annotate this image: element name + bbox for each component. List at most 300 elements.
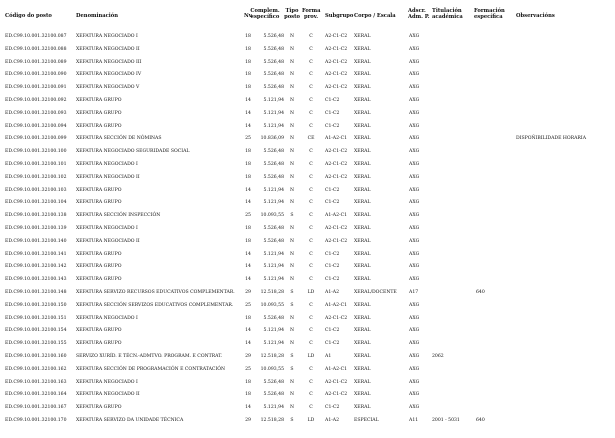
cell-corpo: XERAL [354,379,371,385]
cell-forma: C [309,174,313,180]
cell-corpo: XERAL [354,136,371,142]
cell-adscr: AXG [409,213,420,219]
cell-forma: C [309,72,313,78]
cell-tipo: N [289,251,295,257]
cell-adscr: AXG [409,187,420,193]
cell-denominacion: XEFATURA GRUPO [76,97,122,103]
cell-complemento: 5.121,94 [263,251,284,257]
cell-complemento: 5.526,48 [263,161,284,167]
table-row [0,402,615,415]
cell-subgrupo: C1-C2 [325,123,340,129]
cell-codigo: ED.C99.10.001.32100.139 [5,225,67,231]
table-row [0,249,615,262]
cell-complemento: 5.526,48 [263,46,284,52]
cell-forma: C [309,59,313,65]
cell-nivel: 14 [245,251,251,257]
cell-nivel: 14 [245,341,251,347]
cell-codigo: ED.C99.10.001.32100.093 [5,110,67,116]
cell-tipo: N [289,85,295,91]
cell-nivel: 18 [245,46,251,52]
cell-denominacion: XEFATURA NEGOCIADO III [76,59,142,65]
cell-tipo: S [290,289,294,295]
cell-denominacion: XEFATURA GRUPO [76,405,122,411]
table-header [0,0,615,34]
cell-titulacion: 2001 - 5031 [432,417,460,423]
cell-adscr: AXG [409,392,420,398]
cell-tipo: N [289,72,295,78]
table-row [0,133,615,146]
cell-denominacion: XEFATURA NEGOCIADO I [76,315,138,321]
cell-subgrupo: A1-A2 [325,417,340,423]
cell-forma: C [309,302,313,308]
cell-adscr: AXG [409,353,420,359]
cell-subgrupo: A2-C1-C2 [325,174,348,180]
cell-nivel: 14 [245,405,251,411]
cell-subgrupo: A1-A2-C1 [325,213,348,219]
cell-denominacion: XEFATURA NEGOCIADO II [76,238,140,244]
cell-nivel: 18 [245,161,251,167]
cell-forma: C [309,110,313,116]
header-formacion: Formación específica [474,8,505,20]
cell-tipo: N [289,34,295,39]
cell-subgrupo: C1-C2 [325,405,340,411]
cell-corpo: XERAL [354,341,371,347]
cell-tipo: N [289,315,295,321]
cell-tipo: N [289,149,295,155]
cell-corpo: XERAL/DOCENTE [354,289,397,295]
cell-subgrupo: C1-C2 [325,328,340,334]
cell-adscr: AXG [409,72,420,78]
table-row [0,287,615,300]
cell-denominacion: XEFATURA NEGOCIADO II [76,392,140,398]
table-row [0,389,615,402]
cell-adscr: AXG [409,328,420,334]
cell-forma: C [309,264,313,270]
table-row [0,338,615,351]
cell-corpo: XERAL [354,200,371,206]
header-nivel: Nv. [244,13,254,19]
cell-subgrupo: C1-C2 [325,341,340,347]
cell-complemento: 12.518,28 [260,417,284,423]
cell-adscr: AXG [409,379,420,385]
table-row [0,210,615,223]
cell-complemento: 5.526,48 [263,315,284,321]
cell-adscr: AXG [409,149,420,155]
cell-adscr: AXG [409,110,420,116]
cell-complemento: 5.526,48 [263,85,284,91]
table-row [0,364,615,377]
cell-adscr: AXG [409,341,420,347]
cell-denominacion: XEFATURA GRUPO [76,110,122,116]
cell-forma: C [309,123,313,129]
cell-corpo: XERAL [354,123,371,129]
cell-forma: C [309,225,313,231]
cell-nivel: 14 [245,200,251,206]
table-row [0,261,615,274]
cell-subgrupo: A2-C1-C2 [325,315,348,321]
cell-tipo: N [289,161,295,167]
cell-tipo: N [289,225,295,231]
cell-complemento: 5.121,94 [263,328,284,334]
cell-tipo: N [289,328,295,334]
cell-forma: C [309,379,313,385]
cell-nivel: 14 [245,187,251,193]
cell-complemento: 10.093,55 [260,213,284,219]
table-row [0,377,615,390]
cell-denominacion: XEFATURA NEGOCIADO IV [76,72,142,78]
cell-codigo: ED.C99.10.001.32100.142 [5,264,67,270]
cell-forma: C [309,34,313,39]
cell-forma: LD [307,289,315,295]
cell-forma: C [309,238,313,244]
table-row [0,82,615,95]
cell-titulacion: 2062 [432,353,444,359]
cell-codigo: ED.C99.10.001.32100.089 [5,59,67,65]
cell-complemento: 5.526,48 [263,174,284,180]
header-corpo: Corpo / Escala [354,13,396,19]
cell-tipo: N [289,174,295,180]
cell-complemento: 10.836,09 [260,136,284,142]
cell-denominacion: XEFATURA GRUPO [76,200,122,206]
cell-subgrupo: A2-C1-C2 [325,392,348,398]
cell-observaciones: DISPOÑIBILIDADE HORARIA [516,136,587,142]
cell-corpo: XERAL [354,277,371,283]
cell-forma: C [309,341,313,347]
cell-complemento: 5.526,48 [263,225,284,231]
header-observaciones: Observacións [516,13,555,19]
cell-forma: C [309,315,313,321]
cell-codigo: ED.C99.10.001.32100.090 [5,72,67,78]
cell-subgrupo: A2-C1-C2 [325,85,348,91]
cell-denominacion: XEFATURA SECCIÓN SERVIZOS EDUCATIVOS COMPLEMENTAR. [76,302,234,308]
cell-subgrupo: C1-C2 [325,251,340,257]
cell-codigo: ED.C99.10.001.32100.102 [5,174,67,180]
cell-adscr: AXG [409,123,420,129]
cell-adscr: AXG [409,85,420,91]
cell-forma: C [309,213,313,219]
cell-denominacion: SERVIZO XURÍD. E TÉCN.-ADMTVO. PROGRAM. E CONTRAT. [76,353,223,359]
header-titulacion: Titulación académica [432,8,463,20]
cell-codigo: ED.C99.10.001.32100.092 [5,97,67,103]
cell-adscr: AXG [409,59,420,65]
cell-corpo: ESPECIAL [354,417,379,423]
table-row [0,44,615,57]
cell-denominacion: XEFATURA GRUPO [76,251,122,257]
cell-complemento: 5.121,94 [263,110,284,116]
cell-subgrupo: C1-C2 [325,187,340,193]
cell-adscr: AXG [409,161,420,167]
cell-corpo: XERAL [354,392,371,398]
cell-forma: C [309,187,313,193]
cell-subgrupo: A2-C1-C2 [325,379,348,385]
cell-nivel: 14 [245,97,251,103]
cell-corpo: XERAL [354,72,371,78]
cell-nivel: 18 [245,149,251,155]
table-row [0,121,615,134]
cell-nivel: 18 [245,34,251,39]
cell-denominacion: XEFATURA SECCIÓN DE PROGRAMACIÓN E CONTRATACIÓN [76,366,226,372]
cell-codigo: ED.C99.10.001.32100.103 [5,187,67,193]
table-row [0,172,615,185]
cell-tipo: N [289,97,295,103]
cell-adscr: AXG [409,251,420,257]
cell-subgrupo: A2-C1-C2 [325,46,348,52]
cell-corpo: XERAL [354,59,371,65]
cell-denominacion: XEFATURA NEGOCIADO SEGURIDADE SOCIAL [76,149,190,155]
cell-corpo: XERAL [354,328,371,334]
cell-codigo: ED.C99.10.001.32100.100 [5,149,67,155]
table-row [0,223,615,236]
cell-nivel: 18 [245,315,251,321]
cell-corpo: XERAL [354,161,371,167]
cell-forma: C [309,328,313,334]
cell-forma: C [309,392,313,398]
cell-adscr: AXG [409,34,420,39]
cell-corpo: XERAL [354,110,371,116]
cell-denominacion: XEFATURA GRUPO [76,264,122,270]
cell-adscr: AXG [409,97,420,103]
cell-nivel: 29 [245,289,251,295]
table-row [0,325,615,338]
cell-tipo: S [290,366,294,372]
table-body [0,31,615,428]
cell-tipo: N [289,187,295,193]
cell-complemento: 5.121,94 [263,405,284,411]
cell-complemento: 5.121,94 [263,341,284,347]
cell-complemento: 5.121,94 [263,264,284,270]
cell-forma: C [309,405,313,411]
cell-forma: C [309,161,313,167]
cell-adscr: AXG [409,405,420,411]
cell-codigo: ED.C99.10.001.32100.143 [5,277,67,283]
cell-nivel: 14 [245,110,251,116]
cell-codigo: ED.C99.10.001.32100.151 [5,315,67,321]
cell-nivel: 25 [245,213,251,219]
cell-complemento: 5.121,94 [263,97,284,103]
cell-codigo: ED.C99.10.001.32100.138 [5,213,67,219]
cell-codigo: ED.C99.10.001.32100.155 [5,341,67,347]
cell-forma: C [309,97,313,103]
cell-adscr: A17 [409,289,419,295]
cell-formacion: 640 [476,417,485,423]
table-row [0,313,615,326]
cell-forma: LD [307,353,315,359]
cell-denominacion: XEFATURA GRUPO [76,328,122,334]
cell-tipo: S [290,213,294,219]
cell-complemento: 5.121,94 [263,200,284,206]
cell-corpo: XERAL [354,97,371,103]
cell-subgrupo: A2-C1-C2 [325,161,348,167]
cell-tipo: N [289,59,295,65]
cell-subgrupo: C1-C2 [325,277,340,283]
cell-tipo: N [289,392,295,398]
cell-subgrupo: A2-C1-C2 [325,72,348,78]
cell-nivel: 18 [245,379,251,385]
cell-nivel: 29 [245,353,251,359]
cell-corpo: XERAL [354,302,371,308]
header-forma: Forma prov. [302,8,321,20]
cell-codigo: ED.C99.10.001.32100.094 [5,123,67,129]
cell-tipo: N [289,341,295,347]
cell-nivel: 25 [245,366,251,372]
cell-codigo: ED.C99.10.001.32100.170 [5,417,67,423]
cell-nivel: 14 [245,277,251,283]
cell-denominacion: XEFATURA NEGOCIADO II [76,174,140,180]
cell-denominacion: XEFATURA SERVIZO DA UNIDADE TÉCNICA [76,417,184,423]
cell-forma: C [309,149,313,155]
cell-adscr: AXG [409,264,420,270]
cell-tipo: N [289,264,295,270]
cell-complemento: 5.526,48 [263,238,284,244]
cell-subgrupo: C1-C2 [325,264,340,270]
cell-subgrupo: A2-C1-C2 [325,238,348,244]
cell-nivel: 18 [245,174,251,180]
header-codigo: Código do posto [5,13,52,19]
cell-corpo: XERAL [354,149,371,155]
cell-complemento: 5.121,94 [263,123,284,129]
cell-codigo: ED.C99.10.001.32100.091 [5,85,67,91]
cell-complemento: 12.518,28 [260,289,284,295]
cell-codigo: ED.C99.10.001.32100.104 [5,200,67,206]
cell-denominacion: XEFATURA SECCIÓN DE NÓMINAS [76,136,162,142]
cell-corpo: XERAL [354,405,371,411]
cell-adscr: AXG [409,174,420,180]
cell-nivel: 18 [245,392,251,398]
cell-complemento: 10.093,55 [260,302,284,308]
cell-adscr: AXG [409,238,420,244]
table-row [0,146,615,159]
cell-adscr: AXG [409,200,420,206]
table-row [0,95,615,108]
cell-forma: C [309,200,313,206]
header-denominacion: Denominación [76,13,118,19]
cell-tipo: N [289,123,295,129]
header-subgrupo: Subgrupo [325,13,354,19]
table-row [0,57,615,70]
cell-denominacion: XEFATURA GRUPO [76,341,122,347]
cell-corpo: XERAL [354,315,371,321]
cell-adscr: AXG [409,302,420,308]
cell-nivel: 25 [245,302,251,308]
cell-forma: C [309,251,313,257]
cell-codigo: ED.C99.10.001.32100.088 [5,46,67,52]
cell-nivel: 18 [245,72,251,78]
cell-codigo: ED.C99.10.001.32100.087 [5,34,67,39]
cell-codigo: ED.C99.10.001.32100.154 [5,328,67,334]
cell-corpo: XERAL [354,85,371,91]
cell-codigo: ED.C99.10.001.32100.167 [5,405,67,411]
cell-nivel: 14 [245,264,251,270]
cell-formacion: 640 [476,289,485,295]
cell-tipo: N [289,200,295,206]
cell-codigo: ED.C99.10.001.32100.141 [5,251,67,257]
cell-complemento: 12.518,28 [260,353,284,359]
cell-corpo: XERAL [354,264,371,270]
cell-nivel: 14 [245,123,251,129]
cell-codigo: ED.C99.10.001.32100.164 [5,392,67,398]
cell-corpo: XERAL [354,225,371,231]
cell-subgrupo: A1-A2-C1 [325,136,348,142]
table-row [0,185,615,198]
cell-tipo: N [289,277,295,283]
cell-adscr: AXG [409,366,420,372]
cell-corpo: XERAL [354,174,371,180]
cell-codigo: ED.C99.10.001.32100.163 [5,379,67,385]
header-adscr: Adscr. Adm. P. [408,8,430,20]
cell-tipo: S [290,353,294,359]
cell-adscr: AXG [409,46,420,52]
cell-nivel: 18 [245,85,251,91]
header-complemento: Complem. específico [250,8,280,20]
cell-corpo: XERAL [354,251,371,257]
cell-complemento: 5.526,48 [263,392,284,398]
table-row [0,236,615,249]
cell-nivel: 18 [245,238,251,244]
cell-tipo: N [289,405,295,411]
cell-denominacion: XEFATURA NEGOCIADO V [76,85,140,91]
cell-tipo: S [290,302,294,308]
cell-corpo: XERAL [354,34,371,39]
cell-subgrupo: A1-A2-C1 [325,302,348,308]
cell-complemento: 5.526,48 [263,34,284,39]
cell-tipo: N [289,46,295,52]
cell-complemento: 5.526,48 [263,59,284,65]
table-row [0,108,615,121]
cell-forma: C [309,277,313,283]
table-row [0,197,615,210]
cell-denominacion: XEFATURA NEGOCIADO I [76,379,138,385]
cell-adscr: AXG [409,277,420,283]
cell-subgrupo: A2-C1-C2 [325,149,348,155]
cell-subgrupo: C1-C2 [325,110,340,116]
table-row [0,274,615,287]
cell-denominacion: XEFATURA SECCIÓN INSPECCIÓN [76,213,161,219]
cell-subgrupo: A1-A2 [325,289,340,295]
cell-nivel: 25 [245,136,251,142]
cell-codigo: ED.C99.10.001.32100.099 [5,136,67,142]
cell-corpo: XERAL [354,213,371,219]
cell-complemento: 5.121,94 [263,277,284,283]
cell-tipo: N [289,238,295,244]
cell-tipo: N [289,379,295,385]
cell-corpo: XERAL [354,366,371,372]
cell-nivel: 14 [245,328,251,334]
cell-codigo: ED.C99.10.001.32100.150 [5,302,67,308]
cell-forma: C [309,46,313,52]
cell-forma: CE [307,136,315,142]
table-row [0,351,615,364]
cell-nivel: 18 [245,59,251,65]
cell-corpo: XERAL [354,187,371,193]
cell-subgrupo: A1-A2-C1 [325,366,348,372]
cell-codigo: ED.C99.10.001.32100.140 [5,238,67,244]
cell-tipo: N [289,110,295,116]
cell-nivel: 29 [245,417,251,423]
cell-denominacion: XEFATURA GRUPO [76,277,122,283]
cell-subgrupo: A2-C1-C2 [325,225,348,231]
cell-adscr: AXG [409,225,420,231]
header-tipo: Tipo posto [284,8,300,20]
cell-complemento: 5.526,48 [263,379,284,385]
cell-subgrupo: A2-C1-C2 [325,34,348,39]
cell-denominacion: XEFATURA NEGOCIADO I [76,225,138,231]
cell-forma: LD [307,417,315,423]
cell-adscr: A11 [409,417,419,423]
table-row [0,69,615,82]
cell-codigo: ED.C99.10.001.32100.101 [5,161,67,167]
cell-subgrupo: A2-C1-C2 [325,59,348,65]
cell-subgrupo: C1-C2 [325,200,340,206]
